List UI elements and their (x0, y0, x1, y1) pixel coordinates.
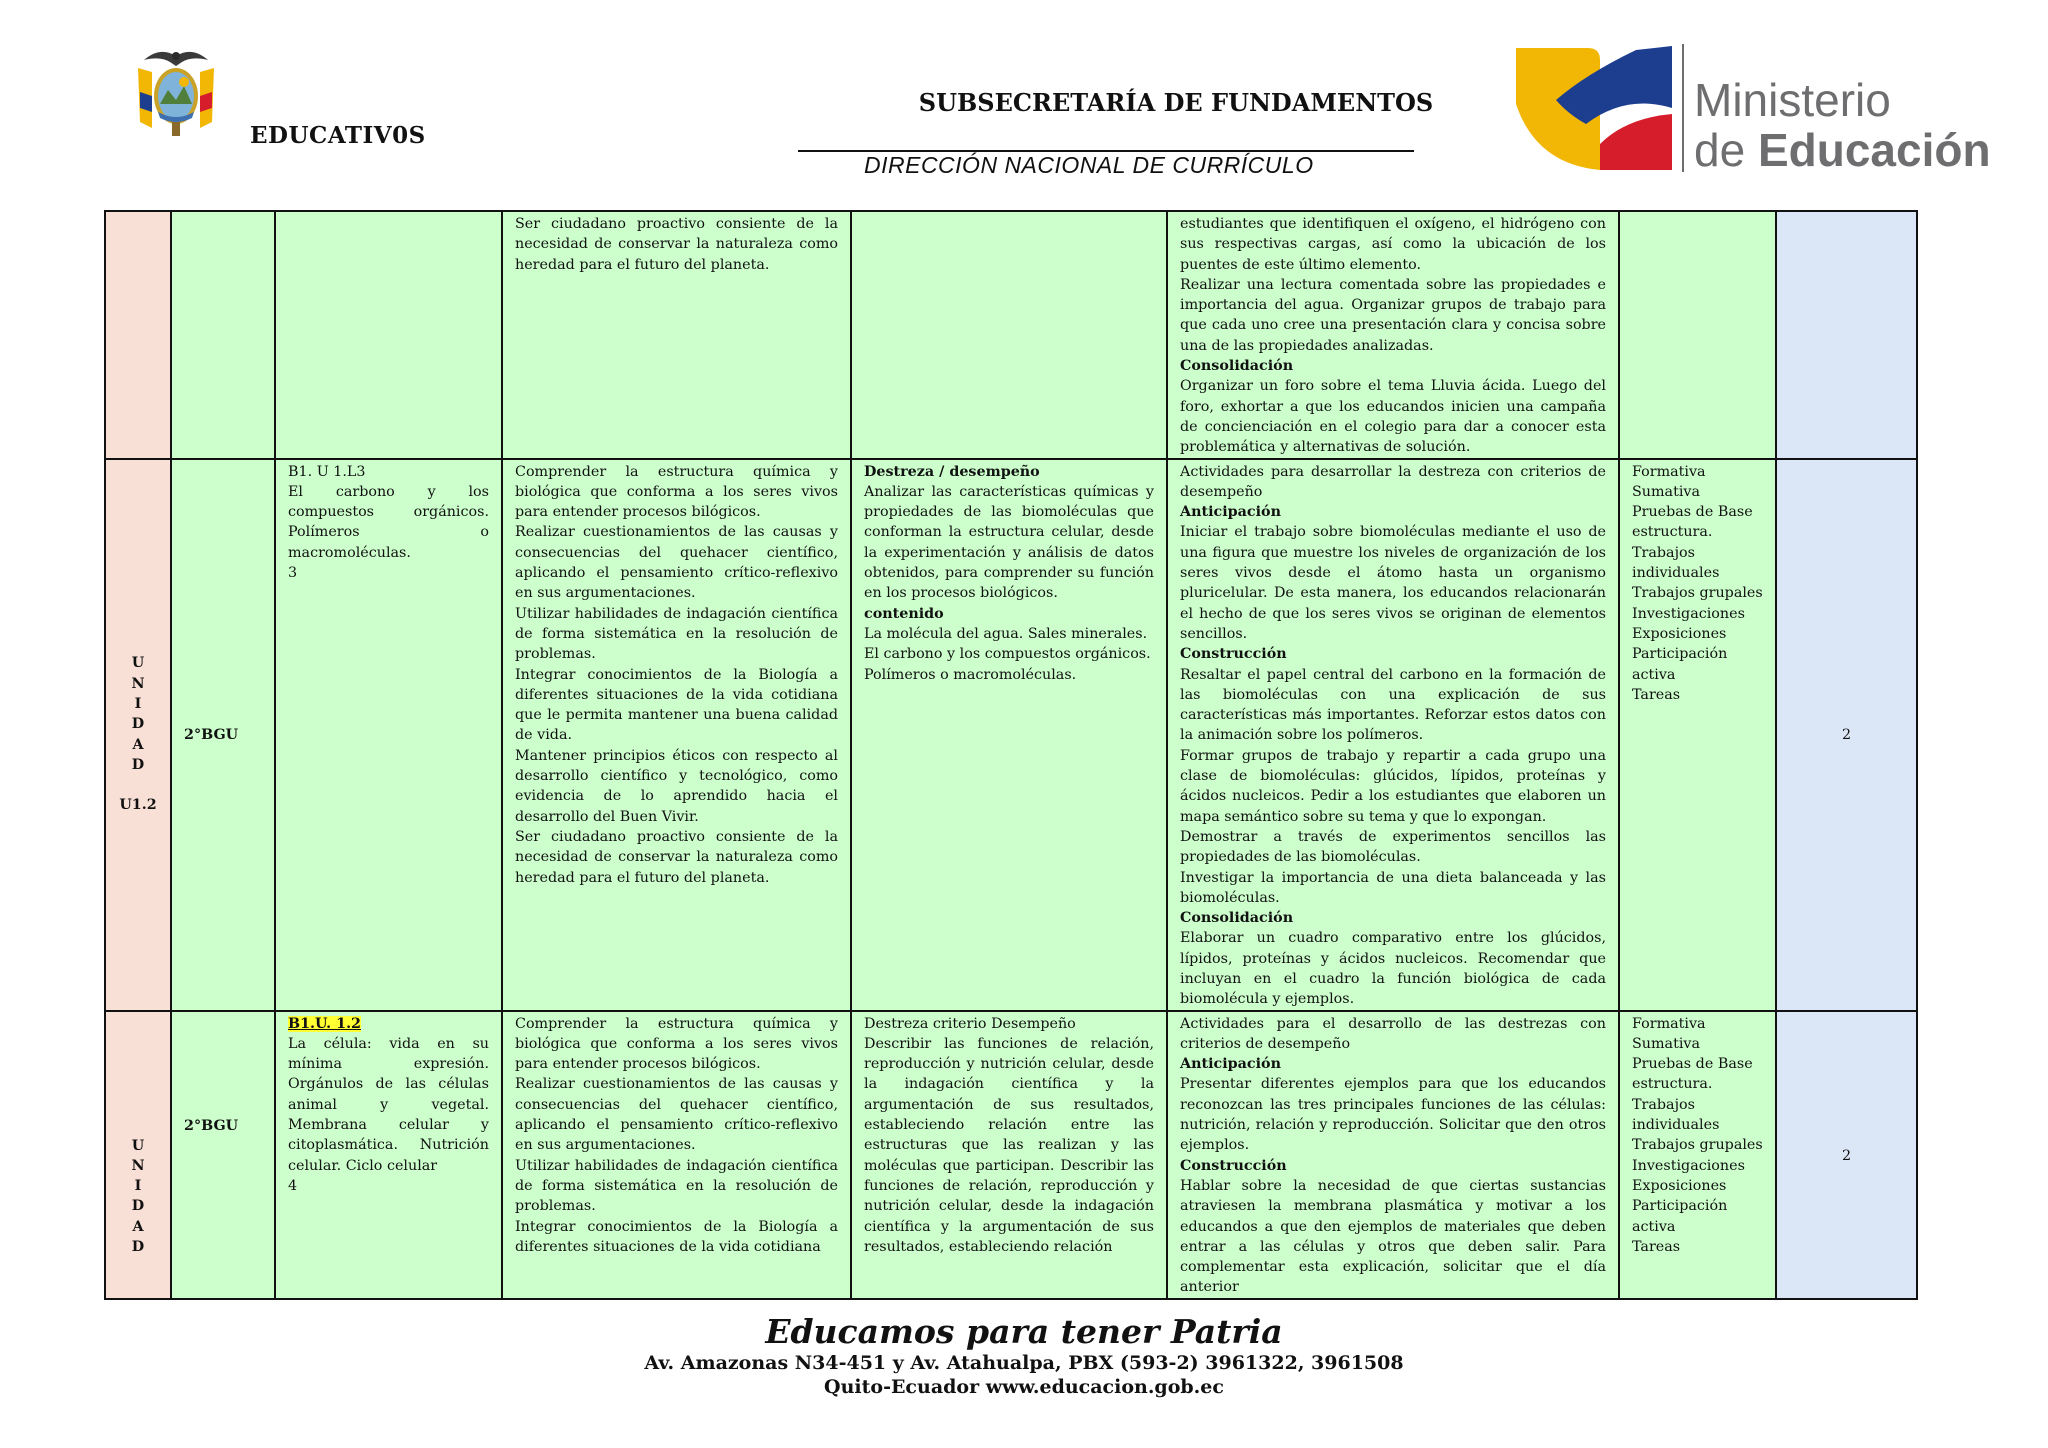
grade-cell: 2°BGU (171, 459, 275, 1011)
block-cell (275, 1011, 502, 1299)
unit-letter: D (131, 756, 145, 773)
curriculum-table (104, 210, 1918, 1300)
skill-text: La molécula del agua. Sales minerales. (864, 625, 1148, 642)
objective-item: Realizar cuestionamientos de las causas y consecuencias del quehacer científico, aplicando el pensamiento crítico-reflexivo en sus argumentaciones. (515, 524, 838, 602)
periods-cell: 2 (1776, 459, 1917, 1011)
objective-item: Mantener principios éticos con respecto al desarrollo científico y tecnológico, como evidencia de lo aprendido hacia el desarrollo del Buen Vivir. (515, 747, 838, 825)
block-code-highlight: B1.U. 1.2 (288, 1015, 361, 1032)
unit-letter: A (132, 736, 144, 753)
skills-cell (851, 211, 1167, 459)
unit-cell (105, 459, 171, 1011)
evaluation-cell (1619, 211, 1776, 459)
logo-text-line2b: Educación (1757, 124, 1991, 176)
header-direction: DIRECCIÓN NACIONAL DE CURRÍCULO (864, 152, 1314, 178)
objectives-cell (502, 1011, 851, 1299)
evaluation-item: Trabajos grupales (1632, 585, 1763, 602)
activity-text: Construcción (1180, 1157, 1287, 1174)
header-left-label: EDUCATIV0S (250, 122, 426, 149)
evaluation-item: Pruebas de Base estructura. (1632, 504, 1753, 541)
evaluation-item: Trabajos grupales (1632, 1137, 1763, 1154)
evaluation-cell (1619, 459, 1776, 1011)
activity-text: Demostrar a través de experimentos sencillos las propiedades de las biomoléculas. (1180, 828, 1606, 866)
periods-cell: 2 (1776, 1011, 1917, 1299)
objective-item: Realizar cuestionamientos de las causas y consecuencias del quehacer científico, aplicando el pensamiento crítico-reflexivo en sus argumentaciones. (515, 1076, 838, 1154)
activity-text: Elaborar un cuadro comparativo entre los glúcidos, lípidos, proteínas y ácidos nucleicos. Recomendar que incluyan en el cuadro la función biológica de cada biomolécula y ejemplos. (1180, 930, 1606, 1008)
unit-letter: U1.2 (119, 797, 157, 814)
evaluation-item: Formativa (1632, 1015, 1706, 1032)
evaluation-item: Tareas (1632, 686, 1681, 703)
evaluation-item: Pruebas de Base estructura. (1632, 1056, 1753, 1093)
activities-cell (1167, 211, 1619, 459)
evaluation-item: Formativa (1632, 463, 1706, 480)
table-row (105, 1011, 1917, 1299)
evaluation-item: Tareas (1632, 1238, 1681, 1255)
skills-cell (851, 1011, 1167, 1299)
unit-letter: U (131, 1137, 145, 1154)
objectives-cell (502, 211, 851, 459)
unit-letter (106, 775, 170, 795)
skills-cell (851, 459, 1167, 1011)
objective-item: Utilizar habilidades de indagación científica de forma sistemática en la resolución de problemas. (515, 605, 838, 663)
skill-text: Polímeros o macromoléculas. (864, 666, 1077, 683)
unit-cell (105, 1011, 171, 1299)
objective-item: Integrar conocimientos de la Biología a diferentes situaciones de la vida cotidiana que le permita mantener una buena calidad de vida. (515, 666, 838, 744)
unit-cell (105, 211, 171, 459)
activity-text: Consolidación (1180, 358, 1294, 375)
unit-letter: I (134, 1178, 142, 1195)
activity-text: Anticipación (1180, 504, 1281, 521)
activity-text: Construcción (1180, 646, 1287, 663)
skill-text: Describir las funciones de relación, reproducción y nutrición celular, desde la indagación científica y la argumentación de sus resultados, estableciendo relación entre las estructuras que las realizan y las moléculas que participan. Describir las funciones de relación, reproducción y nutrición celular, desde la indagación científica y la argumentación de sus resultados, estableciendo relación (864, 1035, 1154, 1255)
unit-letter: D (131, 1198, 145, 1215)
footer-motto: Educamos para tener Patria (765, 1312, 1283, 1351)
evaluation-item: Participación activa (1632, 646, 1728, 683)
unit-letter: D (131, 1239, 145, 1256)
unit-letter: I (134, 695, 142, 712)
skill-text: Analizar las características químicas y propiedades de las biomoléculas que conforman la estructura celular, desde la experimentación y análisis de datos obtenidos, para comprender su función en los procesos biológicos. (864, 483, 1154, 602)
evaluation-item: Sumativa (1632, 483, 1701, 500)
activities-cell (1167, 459, 1619, 1011)
activity-text: Hablar sobre la necesidad de que ciertas sustancias atraviesen la membrana plasmática y motivar a los educandos a que den ejemplos de materiales que deben entrar a las células y otros que deben salir. Para complementar esta explicación, solicitar que el día anterior (1180, 1177, 1606, 1296)
activity-text: Actividades para el desarrollo de las destrezas con criterios de desempeño (1180, 1015, 1606, 1052)
block-text: B1. U 1.L3 (288, 463, 366, 480)
activity-text: estudiantes que identifiquen el oxígeno, el hidrógeno con sus respectivas cargas, así como la ubicación de los puentes de este último elemento. (1180, 216, 1606, 273)
evaluation-item: Exposiciones (1632, 625, 1727, 642)
block-cell (275, 459, 502, 1011)
activity-text: Presentar diferentes ejemplos para que los educandos reconozcan las tres principales funciones de las células: nutrición, relación y reproducción. Solicitar que den otros ejemplos. (1180, 1076, 1606, 1154)
unit-letter: N (131, 675, 145, 692)
skill-text: Destreza / desempeño (864, 463, 1040, 480)
activity-text: Consolidación (1180, 910, 1294, 927)
activity-text: Investigar la importancia de una dieta balanceada y las biomoléculas. (1180, 869, 1606, 906)
block-text: La célula: vida en su mínima expresión. Orgánulos de las células animal y vegetal. Membrana celular y citoplasmática. Nutrición celular. Ciclo celular (288, 1035, 489, 1174)
evaluation-item: Investigaciones (1632, 1157, 1745, 1174)
ministerio-logo (1516, 44, 1991, 176)
unit-letter: U (131, 655, 145, 672)
footer-address: Av. Amazonas N34-451 y Av. Atahualpa, PBX (593-2) 3961322, 3961508 (644, 1352, 1404, 1374)
activity-text: Realizar una lectura comentada sobre las propiedades e importancia del agua. Organizar grupos de trabajo para que cada uno cree una presentación clara y concisa sobre una de las propiedades analizadas. (1180, 276, 1606, 354)
objective-item: Comprender la estructura química y biológica que conforma a los seres vivos para entender procesos bilógicos. (515, 1015, 838, 1073)
objective-item: Utilizar habilidades de indagación científica de forma sistemática en la resolución de problemas. (515, 1157, 838, 1215)
evaluation-item: Exposiciones (1632, 1177, 1727, 1194)
footer-city: Quito-Ecuador www.educacion.gob.ec (824, 1376, 1224, 1398)
block-cell (275, 211, 502, 459)
coat-of-arms-emblem (134, 42, 218, 142)
block-text: El carbono y los compuestos orgánicos. Polímeros o macromoléculas. (288, 483, 489, 561)
evaluation-item: Sumativa (1632, 1035, 1701, 1052)
evaluation-item: Trabajos individuales (1632, 1096, 1720, 1134)
activity-text: Actividades para desarrollar la destreza con criterios de desempeño (1180, 463, 1606, 500)
logo-text-line1: Ministerio (1694, 74, 1891, 126)
activity-text: Organizar un foro sobre el tema Lluvia ácida. Luego del foro, exhortar a que los educandos inicien una campaña de concienciación en el colegio para dar a conocer esta problemática y alternativas de solución. (1180, 378, 1606, 456)
objective-item: Ser ciudadano proactivo consiente de la necesidad de conservar la naturaleza como heredad para el futuro del planeta. (515, 216, 838, 273)
block-text: 4 (288, 1177, 298, 1194)
periods-cell (1776, 211, 1917, 459)
activity-text: Resaltar el papel central del carbono en la formación de las biomoléculas con una explicación de sus características más importantes. Reforzar estos datos con la animación sobre los polímeros. (1180, 666, 1606, 744)
activity-text: Anticipación (1180, 1056, 1281, 1073)
evaluation-item: Trabajos individuales (1632, 544, 1720, 582)
evaluation-item: Investigaciones (1632, 605, 1745, 622)
grade-cell: 2°BGU (171, 1011, 275, 1299)
activity-text: Formar grupos de trabajo y repartir a cada grupo una clase de biomoléculas: glúcidos, lípidos, proteínas y ácidos nucleicos. Pedir a los estudiantes que elaboren un mapa semántico sobre su tema y que lo expongan. (1180, 747, 1606, 825)
svg-text:de Educación (1694, 124, 1991, 176)
evaluation-cell (1619, 1011, 1776, 1299)
header-subtitle: SUBSECRETARÍA DE FUNDAMENTOS (918, 88, 1434, 117)
unit-letter: N (131, 1157, 145, 1174)
activities-cell (1167, 1011, 1619, 1299)
evaluation-item: Participación activa (1632, 1198, 1728, 1235)
table-row (105, 459, 1917, 1011)
unit-letter: A (132, 1218, 144, 1235)
objectives-cell (502, 459, 851, 1011)
skill-text: contenido (864, 605, 944, 622)
logo-text-line2a: de (1694, 124, 1758, 176)
table-row (105, 211, 1917, 459)
skill-text: El carbono y los compuestos orgánicos. (864, 646, 1151, 663)
grade-cell (171, 211, 275, 459)
activity-text: Iniciar el trabajo sobre biomoléculas mediante el uso de una figura que muestre los niveles de organización de los seres vivos desde el átomo hasta un organismo pluricelular. De esta manera, los educandos relacionarán el hecho de que los seres vivos se originan de elementos sencillos. (1180, 524, 1606, 642)
objective-item: Comprender la estructura química y biológica que conforma a los seres vivos para entender procesos bilógicos. (515, 463, 838, 521)
skill-text: Destreza criterio Desempeño (864, 1015, 1076, 1032)
objective-item: Ser ciudadano proactivo consiente de la necesidad de conservar la naturaleza como heredad para el futuro del planeta. (515, 828, 838, 886)
block-text: 3 (288, 565, 298, 582)
objective-item: Integrar conocimientos de la Biología a diferentes situaciones de la vida cotidiana (515, 1218, 838, 1255)
unit-letter: D (131, 716, 145, 733)
